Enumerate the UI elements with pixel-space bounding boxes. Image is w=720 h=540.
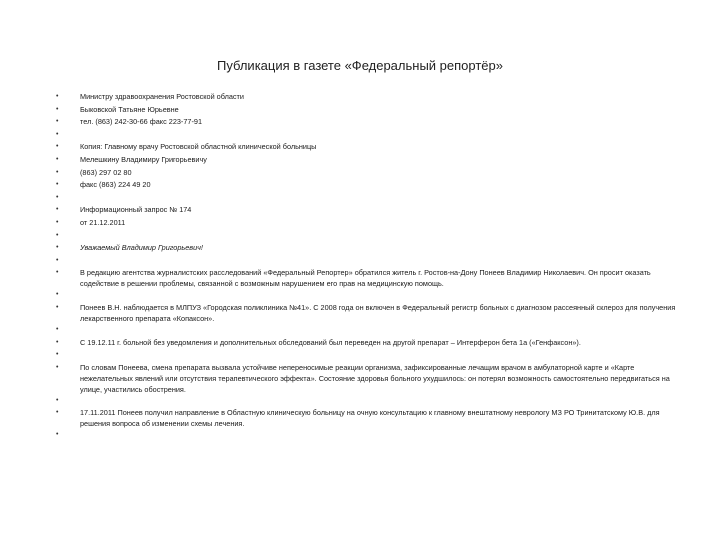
- letter-line: • тел. (863) 242-30-66 факс 223-77-91: [56, 116, 676, 129]
- letter-line: • факс (863) 224 49 20: [56, 179, 676, 192]
- letter-line: • (863) 297 02 80: [56, 167, 676, 180]
- letter-line: • В редакцию агентства журналистских расследований «Федеральный Репортер» обратился житель г. Ростов-на-Дону Понеев Владимир Николаевич. Он просит оказать содействие в решении проблемы, связанной с возможным нарушением его прав на медицинскую помощь.: [56, 267, 676, 289]
- empty-line: [56, 289, 676, 302]
- letter-line: • С 19.12.11 г. больной без уведомления и дополнительных обследований был переведен на другой препарат – Интерферон бета 1а («Генфаксон»).: [56, 337, 676, 350]
- empty-line: [56, 129, 676, 142]
- empty-line: [56, 395, 676, 408]
- letter-body: [56, 91, 676, 442]
- letter-line: • По словам Понеева, смена препарата вызвала устойчиве непереносимые реакции организма, зафиксированные лечащим врачом в амбулаторной карте и «Карте нежелательных явлений или отсутствия терапевтического эффекта». Состояние здоровья больного ухудшилось: он потерял возможность самостоятельно передвигаться на улице, участились обострения.: [56, 362, 676, 395]
- empty-line: [56, 349, 676, 362]
- empty-line: [56, 192, 676, 205]
- empty-line: [56, 429, 676, 442]
- letter-line: • Министру здравоохранения Ростовской области: [56, 91, 676, 104]
- letter-line: • Быковской Татьяне Юрьевне: [56, 104, 676, 117]
- letter-line: • Понеев В.Н. наблюдается в МЛПУЗ «Городская поликлиника №41». С 2008 года он включен в Федеральный регистр больных с диагнозом рассеянный склероз для получения лекарственного препарата «Копаксон».: [56, 302, 676, 324]
- empty-line: [56, 255, 676, 268]
- letter-line: • 17.11.2011 Понеев получил направление в Областную клиническую больницу на очную консультацию к главному внештатному неврологу МЗ РО Тринитатскому Ю.В. для решения вопроса об изменении схемы лечения.: [56, 407, 676, 429]
- letter-line: • Информационный запрос № 174: [56, 204, 676, 217]
- letter-line: • от 21.12.2011: [56, 217, 676, 230]
- letter-line: • Уважаемый Владимир Григорьевич!: [56, 242, 676, 255]
- letter-line: • Копия: Главному врачу Ростовской областной клинической больницы: [56, 141, 676, 154]
- empty-line: [56, 324, 676, 337]
- page-title: Публикация в газете «Федеральный репортёр»: [217, 58, 503, 73]
- letter-line: • Мелешкину Владимиру Григорьевичу: [56, 154, 676, 167]
- empty-line: [56, 230, 676, 243]
